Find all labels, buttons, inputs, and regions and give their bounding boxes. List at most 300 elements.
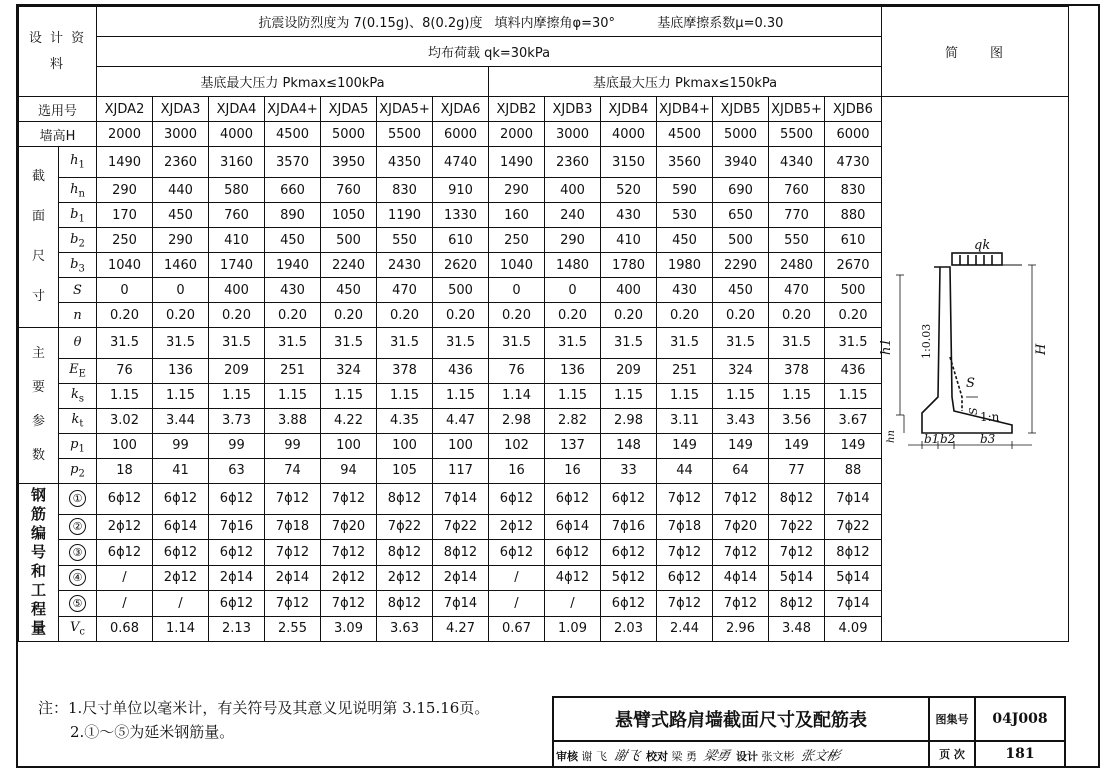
value-cell: 530: [657, 203, 713, 228]
model-cell: XJDB5: [713, 97, 769, 122]
drawing-sheet: [16, 4, 1100, 768]
value-cell: 1040: [489, 253, 545, 278]
value-cell: 400: [601, 278, 657, 303]
rebar-number-icon: ②: [69, 518, 86, 535]
value-cell: 4730: [825, 147, 882, 178]
value-cell: 830: [825, 178, 882, 203]
designer-signature: 张文彬: [799, 748, 842, 764]
symbol-subscript: 2: [78, 238, 85, 250]
value-cell: 2ϕ12: [97, 514, 153, 540]
value-cell: 4ϕ14: [713, 565, 769, 591]
symbol-base: $h_n$: [70, 181, 85, 200]
model-cell: XJDA3: [153, 97, 209, 122]
value-cell: 378: [377, 358, 433, 383]
value-cell: 2240: [321, 253, 377, 278]
value-cell: 2ϕ14: [433, 565, 489, 591]
value-cell: 3.73: [209, 408, 265, 433]
symbol-subscript: c: [79, 626, 85, 638]
value-cell: 2ϕ12: [153, 565, 209, 591]
value-cell: 100: [321, 433, 377, 458]
value-cell: 76: [489, 358, 545, 383]
slope-label: 1:0.03: [920, 323, 933, 359]
model-cell: XJDA4+: [265, 97, 321, 122]
sketch-label: 简 图: [882, 7, 1069, 97]
value-cell: 16: [545, 458, 601, 483]
symbol-subscript: t: [79, 418, 84, 430]
value-cell: 2ϕ14: [209, 565, 265, 591]
value-cell: 7ϕ12: [657, 483, 713, 514]
value-cell: 7ϕ14: [433, 483, 489, 514]
value-cell: 2.03: [601, 616, 657, 642]
value-cell: 3.67: [825, 408, 882, 433]
diagram-cell: [879, 97, 1069, 642]
height-cell: 5500: [377, 122, 433, 147]
page-label: 页 次: [929, 741, 975, 767]
value-cell: 450: [321, 278, 377, 303]
value-cell: 7ϕ12: [321, 591, 377, 617]
rebar-number-icon: ③: [69, 544, 86, 561]
height-cell: 4000: [601, 122, 657, 147]
value-cell: 290: [153, 228, 209, 253]
value-cell: 170: [97, 203, 153, 228]
symbol-cell: [59, 433, 97, 458]
value-cell: 64: [713, 458, 769, 483]
symbol-base: $E_E$: [69, 361, 86, 380]
value-cell: 7ϕ20: [713, 514, 769, 540]
value-cell: 16: [489, 458, 545, 483]
value-cell: 4ϕ12: [545, 565, 601, 591]
height-cell: 5000: [713, 122, 769, 147]
base-slope-label: 1:n: [980, 410, 1000, 424]
height-cell: 2000: [489, 122, 545, 147]
rebar-number-icon: ④: [69, 569, 86, 586]
value-cell: 3.02: [97, 408, 153, 433]
value-cell: 31.5: [657, 328, 713, 358]
value-cell: 450: [153, 203, 209, 228]
symbol-cell: [59, 253, 97, 278]
title-block: [552, 696, 1066, 768]
value-cell: 1.15: [97, 383, 153, 408]
value-cell: 4.09: [825, 616, 882, 642]
value-cell: 1.14: [489, 383, 545, 408]
value-cell: 2.82: [545, 408, 601, 433]
value-cell: 910: [433, 178, 489, 203]
reviewer-signature: 谢飞: [611, 748, 641, 764]
value-cell: 4340: [769, 147, 825, 178]
height-cell: 3000: [153, 122, 209, 147]
value-cell: 2.44: [657, 616, 713, 642]
value-cell: 3.11: [657, 408, 713, 433]
model-cell: XJDB2: [489, 97, 545, 122]
H-label: H: [1034, 343, 1049, 355]
value-cell: 760: [321, 178, 377, 203]
value-cell: 250: [489, 228, 545, 253]
page-number: 181: [975, 741, 1065, 767]
value-cell: 1740: [209, 253, 265, 278]
value-cell: 2.98: [489, 408, 545, 433]
value-cell: 31.5: [433, 328, 489, 358]
value-cell: 8ϕ12: [377, 591, 433, 617]
value-cell: 1.14: [153, 616, 209, 642]
value-cell: 7ϕ22: [433, 514, 489, 540]
value-cell: 550: [377, 228, 433, 253]
value-cell: 2ϕ12: [377, 565, 433, 591]
value-cell: 136: [153, 358, 209, 383]
value-cell: 31.5: [377, 328, 433, 358]
pressure-b: 基底最大压力 Pkmax≤150kPa: [489, 67, 882, 97]
value-cell: 610: [825, 228, 882, 253]
value-cell: 470: [769, 278, 825, 303]
symbol-cell: [59, 328, 97, 358]
model-cell: XJDA2: [97, 97, 153, 122]
value-cell: 1.15: [265, 383, 321, 408]
value-cell: 3.09: [321, 616, 377, 642]
load-text: 均布荷载 qk=30kPa: [97, 37, 882, 67]
value-cell: 149: [657, 433, 713, 458]
symbol-subscript: 1: [78, 213, 85, 225]
value-cell: 0.20: [321, 303, 377, 328]
value-cell: 94: [321, 458, 377, 483]
value-cell: 1.15: [657, 383, 713, 408]
note-1: 注：1.尺寸单位以毫米计，有关符号及其意义见说明第 3.15.16页。: [38, 699, 490, 717]
value-cell: 324: [713, 358, 769, 383]
note-2: 2.①～⑤为延米钢筋量。: [70, 723, 235, 741]
value-cell: 290: [545, 228, 601, 253]
symbol-cell: [59, 203, 97, 228]
value-cell: 0.20: [545, 303, 601, 328]
spec-table: [18, 6, 1069, 642]
value-cell: 31.5: [489, 328, 545, 358]
wall-section-diagram: [879, 97, 1068, 637]
value-cell: 77: [769, 458, 825, 483]
value-cell: 6ϕ12: [97, 540, 153, 566]
section-group-label: [19, 147, 59, 328]
symbol-base: $b_3$: [70, 256, 85, 275]
value-cell: 4350: [377, 147, 433, 178]
height-cell: 4500: [265, 122, 321, 147]
value-cell: 6ϕ12: [601, 483, 657, 514]
value-cell: 0.20: [769, 303, 825, 328]
value-cell: 8ϕ12: [433, 540, 489, 566]
value-cell: 650: [713, 203, 769, 228]
value-cell: 0.20: [209, 303, 265, 328]
model-cell: XJDB4: [601, 97, 657, 122]
value-cell: 31.5: [601, 328, 657, 358]
value-cell: 117: [433, 458, 489, 483]
value-cell: 890: [265, 203, 321, 228]
value-cell: 31.5: [545, 328, 601, 358]
value-cell: 1.15: [153, 383, 209, 408]
value-cell: 0.20: [153, 303, 209, 328]
design-label: 设计: [736, 749, 759, 763]
symbol-label: n: [73, 307, 82, 323]
value-cell: 6ϕ12: [153, 540, 209, 566]
value-cell: 0.20: [825, 303, 882, 328]
b2-label: b2: [940, 432, 956, 446]
symbol-cell: [59, 591, 97, 617]
value-cell: 520: [601, 178, 657, 203]
value-cell: 0.20: [601, 303, 657, 328]
symbol-cell: [59, 483, 97, 514]
pressure-a: 基底最大压力 Pkmax≤100kPa: [97, 67, 489, 97]
value-cell: 0.68: [97, 616, 153, 642]
value-cell: 6ϕ12: [153, 483, 209, 514]
checker-signature: 梁勇: [701, 748, 731, 764]
value-cell: 324: [321, 358, 377, 383]
value-cell: 136: [545, 358, 601, 383]
value-cell: /: [97, 565, 153, 591]
value-cell: 31.5: [321, 328, 377, 358]
value-cell: 436: [825, 358, 882, 383]
b1-label: b1: [924, 432, 940, 446]
value-cell: 450: [657, 228, 713, 253]
value-cell: 430: [601, 203, 657, 228]
value-cell: 290: [489, 178, 545, 203]
value-cell: 7ϕ14: [825, 591, 882, 617]
value-cell: 2ϕ12: [321, 565, 377, 591]
value-cell: 6ϕ12: [545, 540, 601, 566]
model-cell: XJDA4: [209, 97, 265, 122]
atlas-number: 04J008: [975, 697, 1065, 741]
value-cell: 6ϕ14: [545, 514, 601, 540]
value-cell: 0: [545, 278, 601, 303]
model-cell: XJDA5+: [377, 97, 433, 122]
height-cell: 4000: [209, 122, 265, 147]
value-cell: 6ϕ12: [489, 540, 545, 566]
value-cell: 1.15: [601, 383, 657, 408]
symbol-cell: [59, 408, 97, 433]
value-cell: 6ϕ12: [209, 483, 265, 514]
value-cell: 1.15: [433, 383, 489, 408]
value-cell: 31.5: [209, 328, 265, 358]
value-cell: 0.20: [97, 303, 153, 328]
value-cell: 0: [97, 278, 153, 303]
value-cell: 148: [601, 433, 657, 458]
value-cell: 470: [377, 278, 433, 303]
value-cell: 5ϕ14: [769, 565, 825, 591]
value-cell: 4740: [433, 147, 489, 178]
value-cell: 3.43: [713, 408, 769, 433]
value-cell: 760: [769, 178, 825, 203]
rebar-group-label: [19, 483, 59, 641]
symbol-base: $k_s$: [70, 386, 85, 405]
value-cell: 7ϕ14: [825, 483, 882, 514]
value-cell: 18: [97, 458, 153, 483]
value-cell: /: [489, 565, 545, 591]
value-cell: 7ϕ12: [321, 483, 377, 514]
value-cell: 430: [657, 278, 713, 303]
value-cell: 209: [209, 358, 265, 383]
value-cell: 33: [601, 458, 657, 483]
value-cell: 760: [209, 203, 265, 228]
value-cell: /: [489, 591, 545, 617]
value-cell: 1.15: [321, 383, 377, 408]
symbol-cell: [59, 178, 97, 203]
model-cell: XJDB4+: [657, 97, 713, 122]
atlas-label: 图集号: [929, 697, 975, 741]
value-cell: 1.15: [769, 383, 825, 408]
value-cell: 550: [769, 228, 825, 253]
value-cell: 8ϕ12: [769, 591, 825, 617]
symbol-subscript: 1: [78, 159, 85, 171]
value-cell: 3.88: [265, 408, 321, 433]
height-cell: 6000: [825, 122, 882, 147]
value-cell: 6ϕ12: [601, 591, 657, 617]
symbol-subscript: 2: [78, 468, 85, 480]
value-cell: 1.09: [545, 616, 601, 642]
value-cell: 500: [433, 278, 489, 303]
symbol-subscript: s: [78, 393, 85, 405]
check-label: 校对: [646, 749, 669, 763]
value-cell: /: [545, 591, 601, 617]
value-cell: 4.22: [321, 408, 377, 433]
value-cell: 63: [209, 458, 265, 483]
value-cell: 0.20: [377, 303, 433, 328]
height-cell: 5500: [769, 122, 825, 147]
symbol-base: $h_1$: [70, 153, 85, 171]
value-cell: 7ϕ12: [265, 483, 321, 514]
value-cell: 2430: [377, 253, 433, 278]
symbol-cell: [59, 303, 97, 328]
value-cell: 1040: [97, 253, 153, 278]
value-cell: 3560: [657, 147, 713, 178]
value-cell: 1490: [489, 147, 545, 178]
value-cell: 7ϕ12: [713, 591, 769, 617]
value-cell: 149: [825, 433, 882, 458]
drawing-title: 悬臂式路肩墙截面尺寸及配筋表: [553, 697, 929, 741]
symbol-subscript: 3: [78, 263, 85, 275]
value-cell: 251: [265, 358, 321, 383]
value-cell: 102: [489, 433, 545, 458]
value-cell: 99: [153, 433, 209, 458]
value-cell: 7ϕ12: [657, 591, 713, 617]
value-cell: 74: [265, 458, 321, 483]
value-cell: 7ϕ16: [601, 514, 657, 540]
value-cell: 250: [97, 228, 153, 253]
group-label-text: 截面尺寸: [31, 169, 45, 305]
value-cell: 31.5: [97, 328, 153, 358]
notes: [38, 696, 489, 744]
symbol-cell: [59, 540, 97, 566]
value-cell: 6ϕ12: [209, 591, 265, 617]
value-cell: 450: [713, 278, 769, 303]
qk-label: qk: [974, 238, 991, 253]
value-cell: 1480: [545, 253, 601, 278]
value-cell: 2ϕ12: [489, 514, 545, 540]
value-cell: 436: [433, 358, 489, 383]
value-cell: 149: [769, 433, 825, 458]
value-cell: 880: [825, 203, 882, 228]
value-cell: 7ϕ12: [713, 540, 769, 566]
value-cell: 6ϕ12: [97, 483, 153, 514]
value-cell: 7ϕ12: [713, 483, 769, 514]
value-cell: 100: [97, 433, 153, 458]
value-cell: 770: [769, 203, 825, 228]
symbol-subscript: 1: [78, 443, 85, 455]
s-label: S: [966, 376, 975, 391]
value-cell: 2670: [825, 253, 882, 278]
value-cell: 378: [769, 358, 825, 383]
value-cell: 7ϕ22: [769, 514, 825, 540]
value-cell: 2.98: [601, 408, 657, 433]
value-cell: 88: [825, 458, 882, 483]
value-cell: 2ϕ14: [265, 565, 321, 591]
value-cell: 610: [433, 228, 489, 253]
value-cell: 8ϕ12: [825, 540, 882, 566]
value-cell: 2290: [713, 253, 769, 278]
value-cell: 660: [265, 178, 321, 203]
value-cell: 2360: [545, 147, 601, 178]
value-cell: 1980: [657, 253, 713, 278]
value-cell: 7ϕ12: [265, 591, 321, 617]
value-cell: /: [153, 591, 209, 617]
value-cell: 2480: [769, 253, 825, 278]
model-cell: XJDA6: [433, 97, 489, 122]
value-cell: 580: [209, 178, 265, 203]
value-cell: 0.20: [489, 303, 545, 328]
symbol-subscript: n: [78, 188, 85, 200]
value-cell: 3.56: [769, 408, 825, 433]
value-cell: 1940: [265, 253, 321, 278]
value-cell: 7ϕ22: [825, 514, 882, 540]
symbol-cell: [59, 565, 97, 591]
designer-name: 张文彬: [761, 749, 795, 763]
symbol-cell: [59, 383, 97, 408]
value-cell: 440: [153, 178, 209, 203]
value-cell: 3150: [601, 147, 657, 178]
value-cell: /: [97, 591, 153, 617]
checker-name: 梁 勇: [671, 749, 698, 763]
symbol-label: S: [73, 282, 82, 298]
value-cell: 4.27: [433, 616, 489, 642]
group-label-text: 钢筋编号和工程量: [30, 486, 46, 638]
value-cell: 2.96: [713, 616, 769, 642]
review-label: 审核: [556, 749, 578, 763]
value-cell: 1.15: [713, 383, 769, 408]
symbol-cell: [59, 514, 97, 540]
symbol-base: $V_c$: [70, 619, 85, 638]
value-cell: 410: [601, 228, 657, 253]
value-cell: 4.35: [377, 408, 433, 433]
value-cell: 6ϕ14: [153, 514, 209, 540]
b3-label: b3: [980, 432, 996, 446]
rebar-number-icon: ⑤: [69, 595, 86, 612]
value-cell: 44: [657, 458, 713, 483]
value-cell: 240: [545, 203, 601, 228]
value-cell: 500: [825, 278, 882, 303]
value-cell: 99: [209, 433, 265, 458]
value-cell: 6ϕ12: [601, 540, 657, 566]
value-cell: 7ϕ20: [321, 514, 377, 540]
friction-text: 填料内摩擦角φ=30°: [494, 16, 616, 31]
value-cell: 3.63: [377, 616, 433, 642]
value-cell: 1.15: [377, 383, 433, 408]
value-cell: 2.13: [209, 616, 265, 642]
value-cell: 100: [377, 433, 433, 458]
height-cell: 3000: [545, 122, 601, 147]
value-cell: 1780: [601, 253, 657, 278]
symbol-cell: [59, 228, 97, 253]
symbol-label: θ: [73, 335, 82, 351]
param-group-label: [19, 328, 59, 483]
value-cell: 1460: [153, 253, 209, 278]
symbol-cell: [59, 278, 97, 303]
signature-row: [553, 741, 929, 767]
model-cell: XJDB3: [545, 97, 601, 122]
value-cell: 7ϕ16: [209, 514, 265, 540]
value-cell: 31.5: [825, 328, 882, 358]
height-cell: 5000: [321, 122, 377, 147]
